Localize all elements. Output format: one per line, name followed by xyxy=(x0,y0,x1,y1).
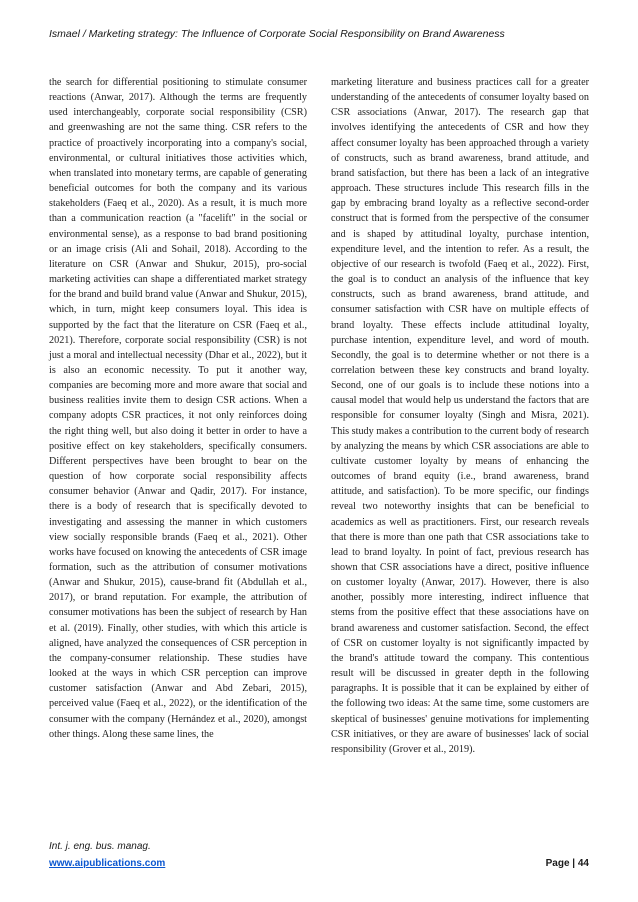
footer-page-number: Page | 44 xyxy=(545,858,589,869)
footer-website-link[interactable]: www.aipublications.com xyxy=(49,858,166,869)
body-column-left: the search for differential positioning to stimulate consumer reactions (Anwar, 2017). Although the terms are frequently used interchangeably, corporate social responsibility (CSR) and greenwashing are not the same thing. CSR refers to the practice of proactively incorporating into a company's social, environmental, or cultural initiatives those activities which, when translated into monetary terms, are capable of generating beneficial outcomes for both the company and its various stakeholders (Faeq et al., 2020). As a result, it is much more than a communication reaction (a "facelift" in the social or environmental sense), as a response to bad brand positioning or an image crisis (Ali and Sohail, 2018). According to the literature on CSR (Anwar and Shukur, 2015), pro-social marketing activities can shape a differentiated market strategy for the brand and build brand value (Anwar and Shukur, 2015), which, in turn, might keep consumers loyal. This idea is supported by the fact that the literature on CSR (Faeq et al., 2021). Therefore, corporate social responsibility (CSR) is not just a moral and intellectual necessity (Dhar et al., 2022), but it is also an economic necessity. To put it another way, companies are becoming more and more aware that social and business realities invite them to design CSR actions. When a company adopts CSR practices, it not only reinforces doing the right thing well, but also doing it better in order to have a positive effect on key stakeholders, specifically consumers. Different perspectives have been brought to bear on the question of how corporate social responsibility affects consumer behavior (Anwar and Qadir, 2017). For instance, there is a body of research that is specifically devoted to investigating and assessing the manner in which customers view socially responsible brands (Faeq et al., 2021). Other works have focused on knowing the antecedents of CSR image formation, such as the attribution of consumer motivations (Anwar and Shukur, 2015), cause-brand fit (Abdullah et al., 2017), or brand reputation. For example, the attribution of consumer motivations has been the subject of research by Han et al. (2019). Finally, other studies, with which this article is aligned, have analyzed the consequences of CSR perception in the company-consumer relationship. These studies have looked at the ways in which CSR perception can improve customer satisfaction (Anwar and Abd Zebari, 2015), perceived value (Faeq et al., 2022), or the identification of the consumer with the company (Hernández et al., 2020), amongst other things. Along these same lines, the xyxy=(49,77,307,740)
footer-journal-name: Int. j. eng. bus. manag. xyxy=(49,841,151,852)
body-column-right: marketing literature and business practices call for a greater understanding of the antecedents of consumer loyalty based on CSR associations (Anwar, 2017). The research gap that involves identifying the antecedents of CSR and how they affect consumer loyalty has been approached through a variety of constructs, such as brand awareness, brand attitude, and brand satisfaction, but there has been a lack of an integrative approach. These structures include This research fills in the gap by embracing brand loyalty as a reflective second-order construct that is formed from the perspective of the consumer and is shaped by attitudinal loyalty, purchase intention, expenditure level, and the intention to refer. As a result, the objective of our research is twofold (Faeq et al., 2022). First, the goal is to conduct an analysis of the influence that key constructs, such as brand awareness, brand attitude, and consumer satisfaction with CSR have on multiple effects of brand loyalty. These effects include attitudinal loyalty, purchase intention, expenditure level, and word of mouth. Secondly, the goal is to determine whether or not there is a correlation between these key constructs and brand loyalty. Second, one of our goals is to include these notions into a causal model that would help us understand the factors that are responsible for consumer loyalty (Singh and Misra, 2021). This study makes a contribution to the current body of research by analyzing the means by which CSR associations are able to cultivate customer loyalty by means of enhancing the outcomes of brand equity (i.e., brand awareness, brand attitude, and satisfaction). To be more specific, our findings reveal two noteworthy insights that can be beneficial to academics as well as practitioners. First, our research reveals that there is more than one path that CSR associations take to lead to brand loyalty. In point of fact, previous research has shown that CSR associations have a direct, positive influence on customer loyalty (Anwar, 2017). However, there is also another, possibly more interesting, indirect influence that stems from the positive effect that these associations have on brand awareness and customer satisfaction. Second, the effect of CSR on customer loyalty is not significantly impacted by the brand's attitude toward the company. This contentious result will be discussed in greater depth in the following paragraphs. It is possible that it can be explained by either of the following two ideas: At the same time, some customers are skeptical of businesses' genuine motivations for implementing CSR initiatives, or they are aware of businesses' lack of social responsibility (Grover et al., 2019). xyxy=(331,77,590,755)
running-header: Ismael / Marketing strategy: The Influence of Corporate Social Responsibility on Brand Awareness xyxy=(49,28,505,40)
